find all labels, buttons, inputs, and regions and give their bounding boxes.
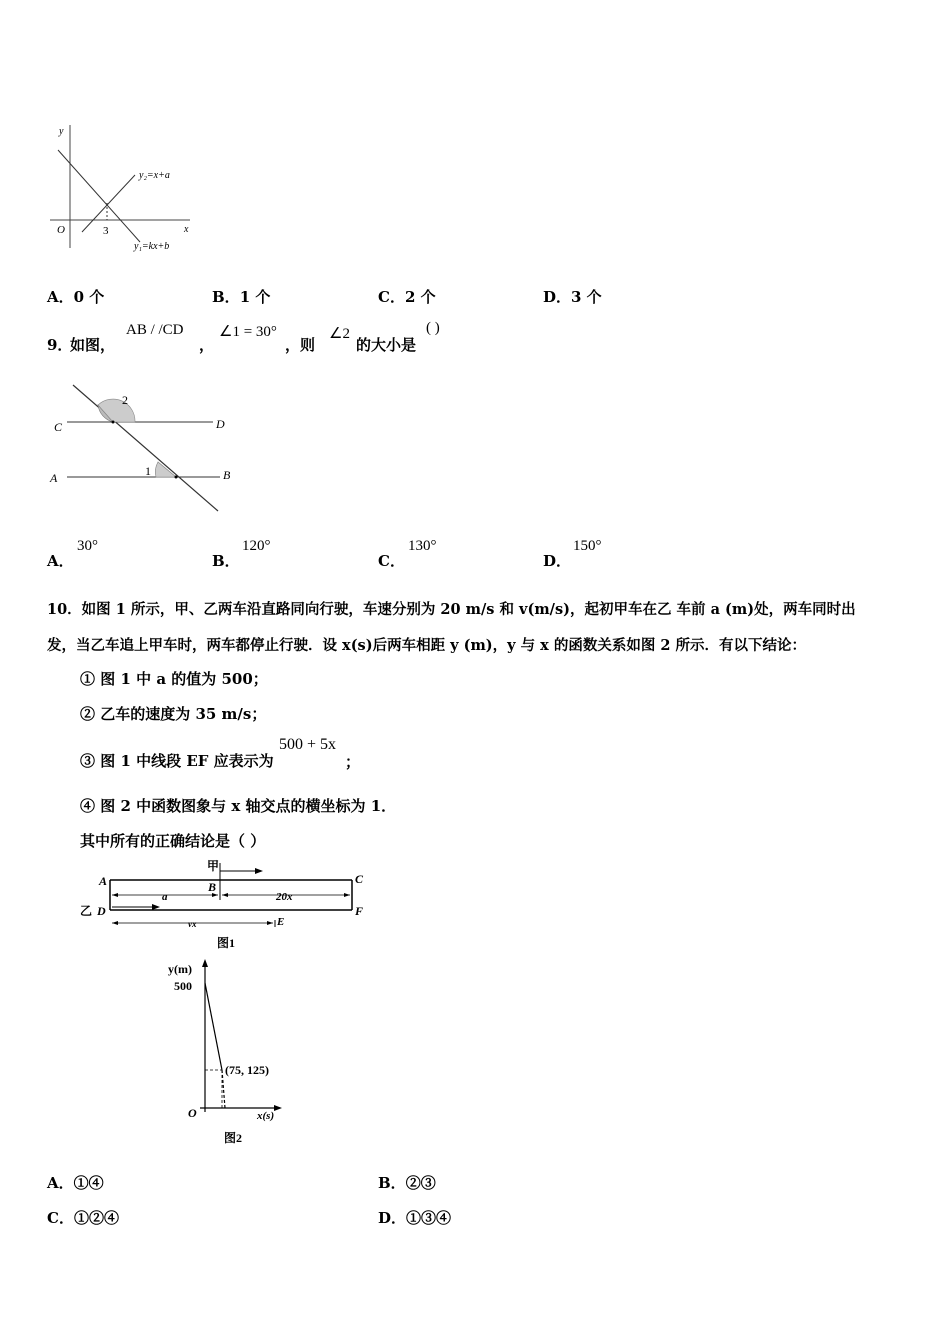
origin-label: O [188,1106,197,1120]
label-yi: 乙 [80,904,93,918]
q9-stem-c: 的大小是 [356,336,417,354]
tick-3: 3 [103,225,109,237]
label-f: F [355,904,364,918]
q10-figure-1 [80,855,375,955]
q8-option-c[interactable]: C．2 个 [378,288,436,306]
q9-option-b[interactable]: B． 120° [212,538,271,570]
y2-label: y₂=x+a [139,170,170,181]
q9-cond1: AB / /CD [126,322,184,338]
label-c: C [54,420,63,434]
line-1 [205,983,222,1070]
label-a: A [99,874,108,888]
q10-conclusion-3-suffix: ； [345,753,361,771]
label-c: C [355,872,364,886]
label-dim-vx: vx [188,919,197,929]
q9-option-c[interactable]: C． 130° [378,538,437,570]
angle-1-arc-b [155,462,176,477]
q8-graph [40,120,210,260]
q10-figure-2 [160,955,300,1150]
q9-figure [45,380,245,520]
label-jia: 甲 [207,859,220,873]
fig2-caption: 图2 [224,1131,243,1145]
q10-option-b[interactable]: B．②③ [378,1174,436,1192]
y-axis-label: y(m) [168,962,192,976]
q9-option-d[interactable]: D． 150° [543,538,602,570]
label-e: E [277,916,285,928]
x-label: x [184,224,189,235]
q10-option-c[interactable]: C．①②④ [47,1209,119,1227]
q8-option-b[interactable]: B．1 个 [212,288,271,306]
y1-label: y₁=kx+b [134,241,170,252]
q10-option-a[interactable]: A．①④ [47,1174,104,1192]
transversal [73,385,218,511]
q10-conclusion-4: ④ 图 2 中函数图象与 x 轴交点的横坐标为 1． [80,797,397,815]
q10-line2: 发，当乙车追上甲车时，两车都停止行驶．设 x(s)后两车相距 y (m)，y 与 x 的函数关系如图 2 所示．有以下结论： [47,637,807,654]
y-label: y [59,126,64,137]
q8-option-a[interactable]: A．0 个 [47,288,105,306]
label-b: B [208,880,217,894]
q10-conclusion-1: ① 图 1 中 a 的值为 500； [80,670,268,688]
q10-line1: 10．如图 1 所示，甲、乙两车沿直路同向行驶，车速分别为 20 m/s 和 v(m/s)，起初甲车在乙 车前 a (m)处，两车同时出 [47,601,856,618]
label-dim-a: a [162,891,168,903]
fig1-caption: 图1 [217,936,236,950]
q10-question: 其中所有的正确结论是（ ） [80,832,266,850]
label-angle-2: 2 [122,393,128,407]
label-d: D [216,417,225,431]
q9-cond2: ∠1 = 30° [219,324,277,340]
angle-2-arc-b [98,399,135,422]
q9-comma: ， [199,336,215,354]
q9-option-a[interactable]: A． 30° [47,538,98,570]
label-b: B [223,468,231,482]
q10-conclusion-3-expr: 500 + 5x [279,736,337,753]
point-label: (75, 125) [225,1063,269,1077]
q9-stem-b: ，则 [285,336,316,354]
q10-conclusion-2: ② 乙车的速度为 35 m/s； [80,705,267,723]
origin-label: O [57,224,65,236]
label-dim-20x: 20x [276,891,293,903]
y-500-label: 500 [174,979,192,993]
q8-option-d[interactable]: D．3 个 [543,288,602,306]
q10-option-d[interactable]: D．①③④ [378,1209,452,1227]
q9-bracket: ( ) [426,320,440,336]
q9-stem-a: 如图， [70,336,116,354]
q9-number: 9． [47,336,73,354]
label-d: D [97,904,106,918]
q9-angle2: ∠2 [329,326,350,342]
label-angle-1: 1 [145,464,151,478]
label-a: A [50,471,58,485]
line-y2 [82,175,135,232]
x-axis-label: x(s) [257,1110,275,1122]
q10-conclusion-3: ③ 图 1 中线段 EF 应表示为 [80,752,274,770]
